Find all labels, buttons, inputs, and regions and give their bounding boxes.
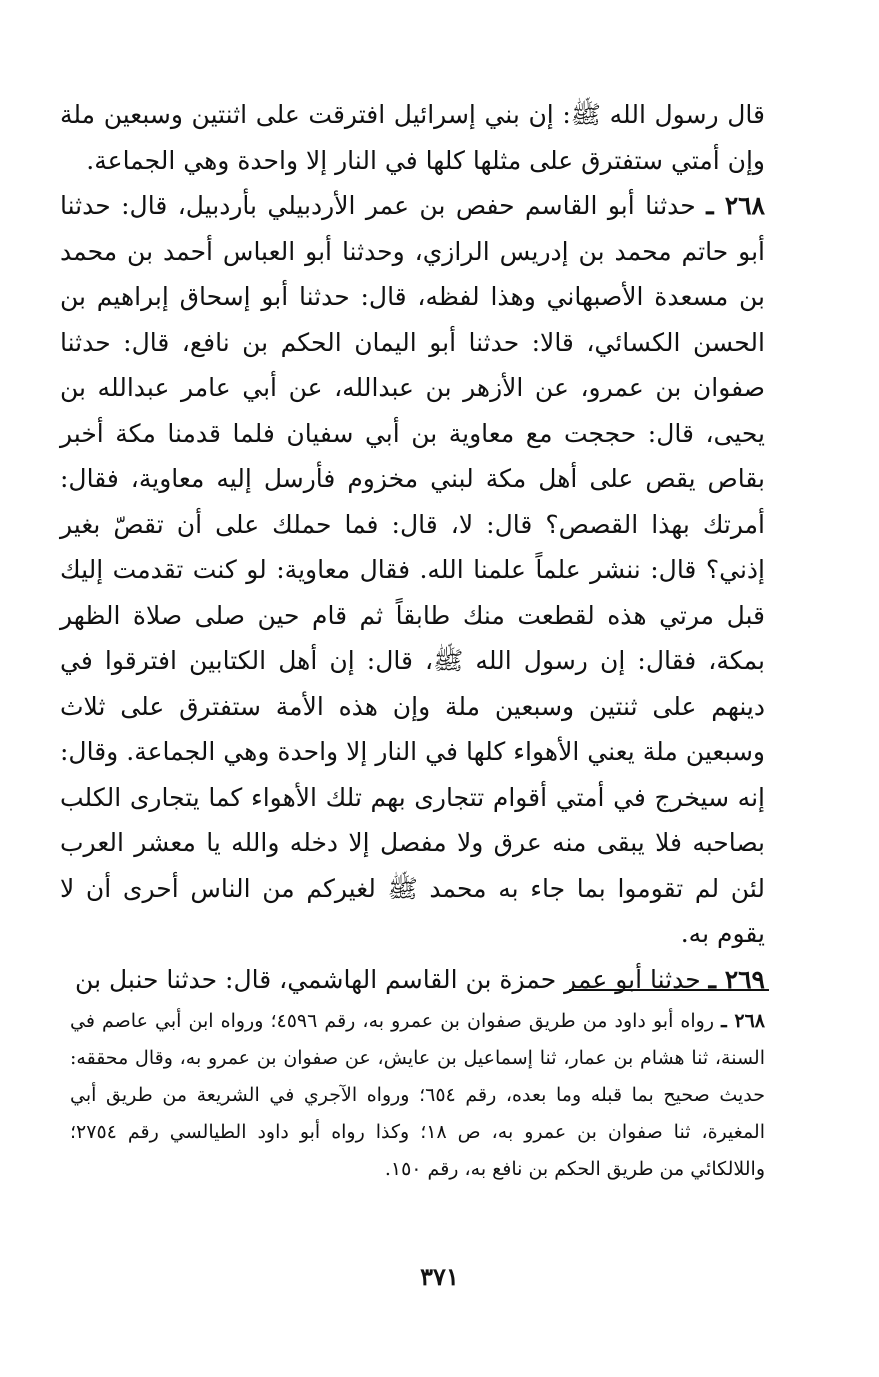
hadith-text: حدثنا أبو عمر حمزة بن القاسم الهاشمي، قال: حدثنا حنبل بن	[75, 964, 701, 994]
hadith-268	[60, 183, 765, 957]
footnote-268	[70, 1003, 765, 1188]
page-number: ٣٧١	[420, 1262, 459, 1291]
footnotes	[70, 1003, 765, 1188]
hadith-number: ٢٦٩ ـ	[708, 964, 765, 994]
paragraph-continuation	[60, 92, 765, 183]
main-text	[60, 92, 765, 1002]
hadith-number: ٢٦٨ ـ	[706, 191, 765, 220]
footnote-divider	[569, 989, 769, 991]
footnote-text: رواه أبو داود من طريق صفوان بن عمرو به، رقم ٤٥٩٦؛ ورواه ابن أبي عاصم في السنة، ثنا هشام بن عمار، ثنا إسماعيل بن عايش، عن صفوان بن عمرو به، وقال محققه: حديث صحيح بما قبله وما بعده، رقم ٦٥٤؛ ورواه الآجري في الشريعة من طريق أبي المغيرة، ثنا صفوان بن عمرو به، ص ١٨؛ وكذا رواه أبو داود الطيالسي رقم ٢٧٥٤؛ واللالكائي من طريق الحكم بن نافع به، رقم ١٥٠.	[70, 1010, 766, 1180]
paragraph-text: قال رسول الله ﷺ: إن بني إسرائيل افترقت على اثنتين وسبعين ملة وإن أمتي ستفترق على مثلها كلها في النار إلا واحدة وهي الجماعة.	[60, 100, 765, 175]
footnote-number: ٢٦٨ ـ	[721, 1010, 765, 1032]
hadith-269	[60, 957, 765, 1003]
hadith-text: حدثنا أبو القاسم حفص بن عمر الأردبيلي بأردبيل، قال: حدثنا أبو حاتم محمد بن إدريس الرازي، وحدثنا أبو العباس أحمد بن محمد بن مسعدة الأصبهاني وهذا لفظه، قال: حدثنا أبو إسحاق إبراهيم بن الحسن الكسائي، قالا: حدثنا أبو اليمان الحكم بن نافع، قال: حدثنا صفوان بن عمرو، عن الأزهر بن عبدالله، عن أبي عامر عبدالله بن يحيى، قال: حججت مع معاوية بن أبي سفيان فلما قدمنا مكة أخبر بقاص يقص على أهل مكة لبني مخزوم فأرسل إليه معاوية، فقال: أمرتك بهذا القصص؟ قال: لا، قال: فما حملك على أن تقصّ بغير إذني؟ قال: ننشر علماً علمنا الله. فقال معاوية: لو كنت تقدمت إليك قبل مرتي هذه لقطعت منك طابقاً ثم قام حين صلى صلاة الظهر بمكة، فقال: إن رسول الله ﷺ، قال: إن أهل الكتابين افترقوا في دينهم على ثنتين وسبعين ملة وإن هذه الأمة ستفترق على ثلاث وسبعين ملة يعني الأهواء كلها في النار إلا واحدة وهي الجماعة. وقال: إنه سيخرج في أمتي أقوام تتجارى بهم تلك الأهواء كما يتجارى الكلب بصاحبه فلا يبقى منه عرق ولا مفصل إلا دخله والله يا معشر العرب لئن لم تقوموا بما جاء به محمد ﷺ لغيركم من الناس أحرى أن لا يقوم به.	[60, 191, 765, 948]
